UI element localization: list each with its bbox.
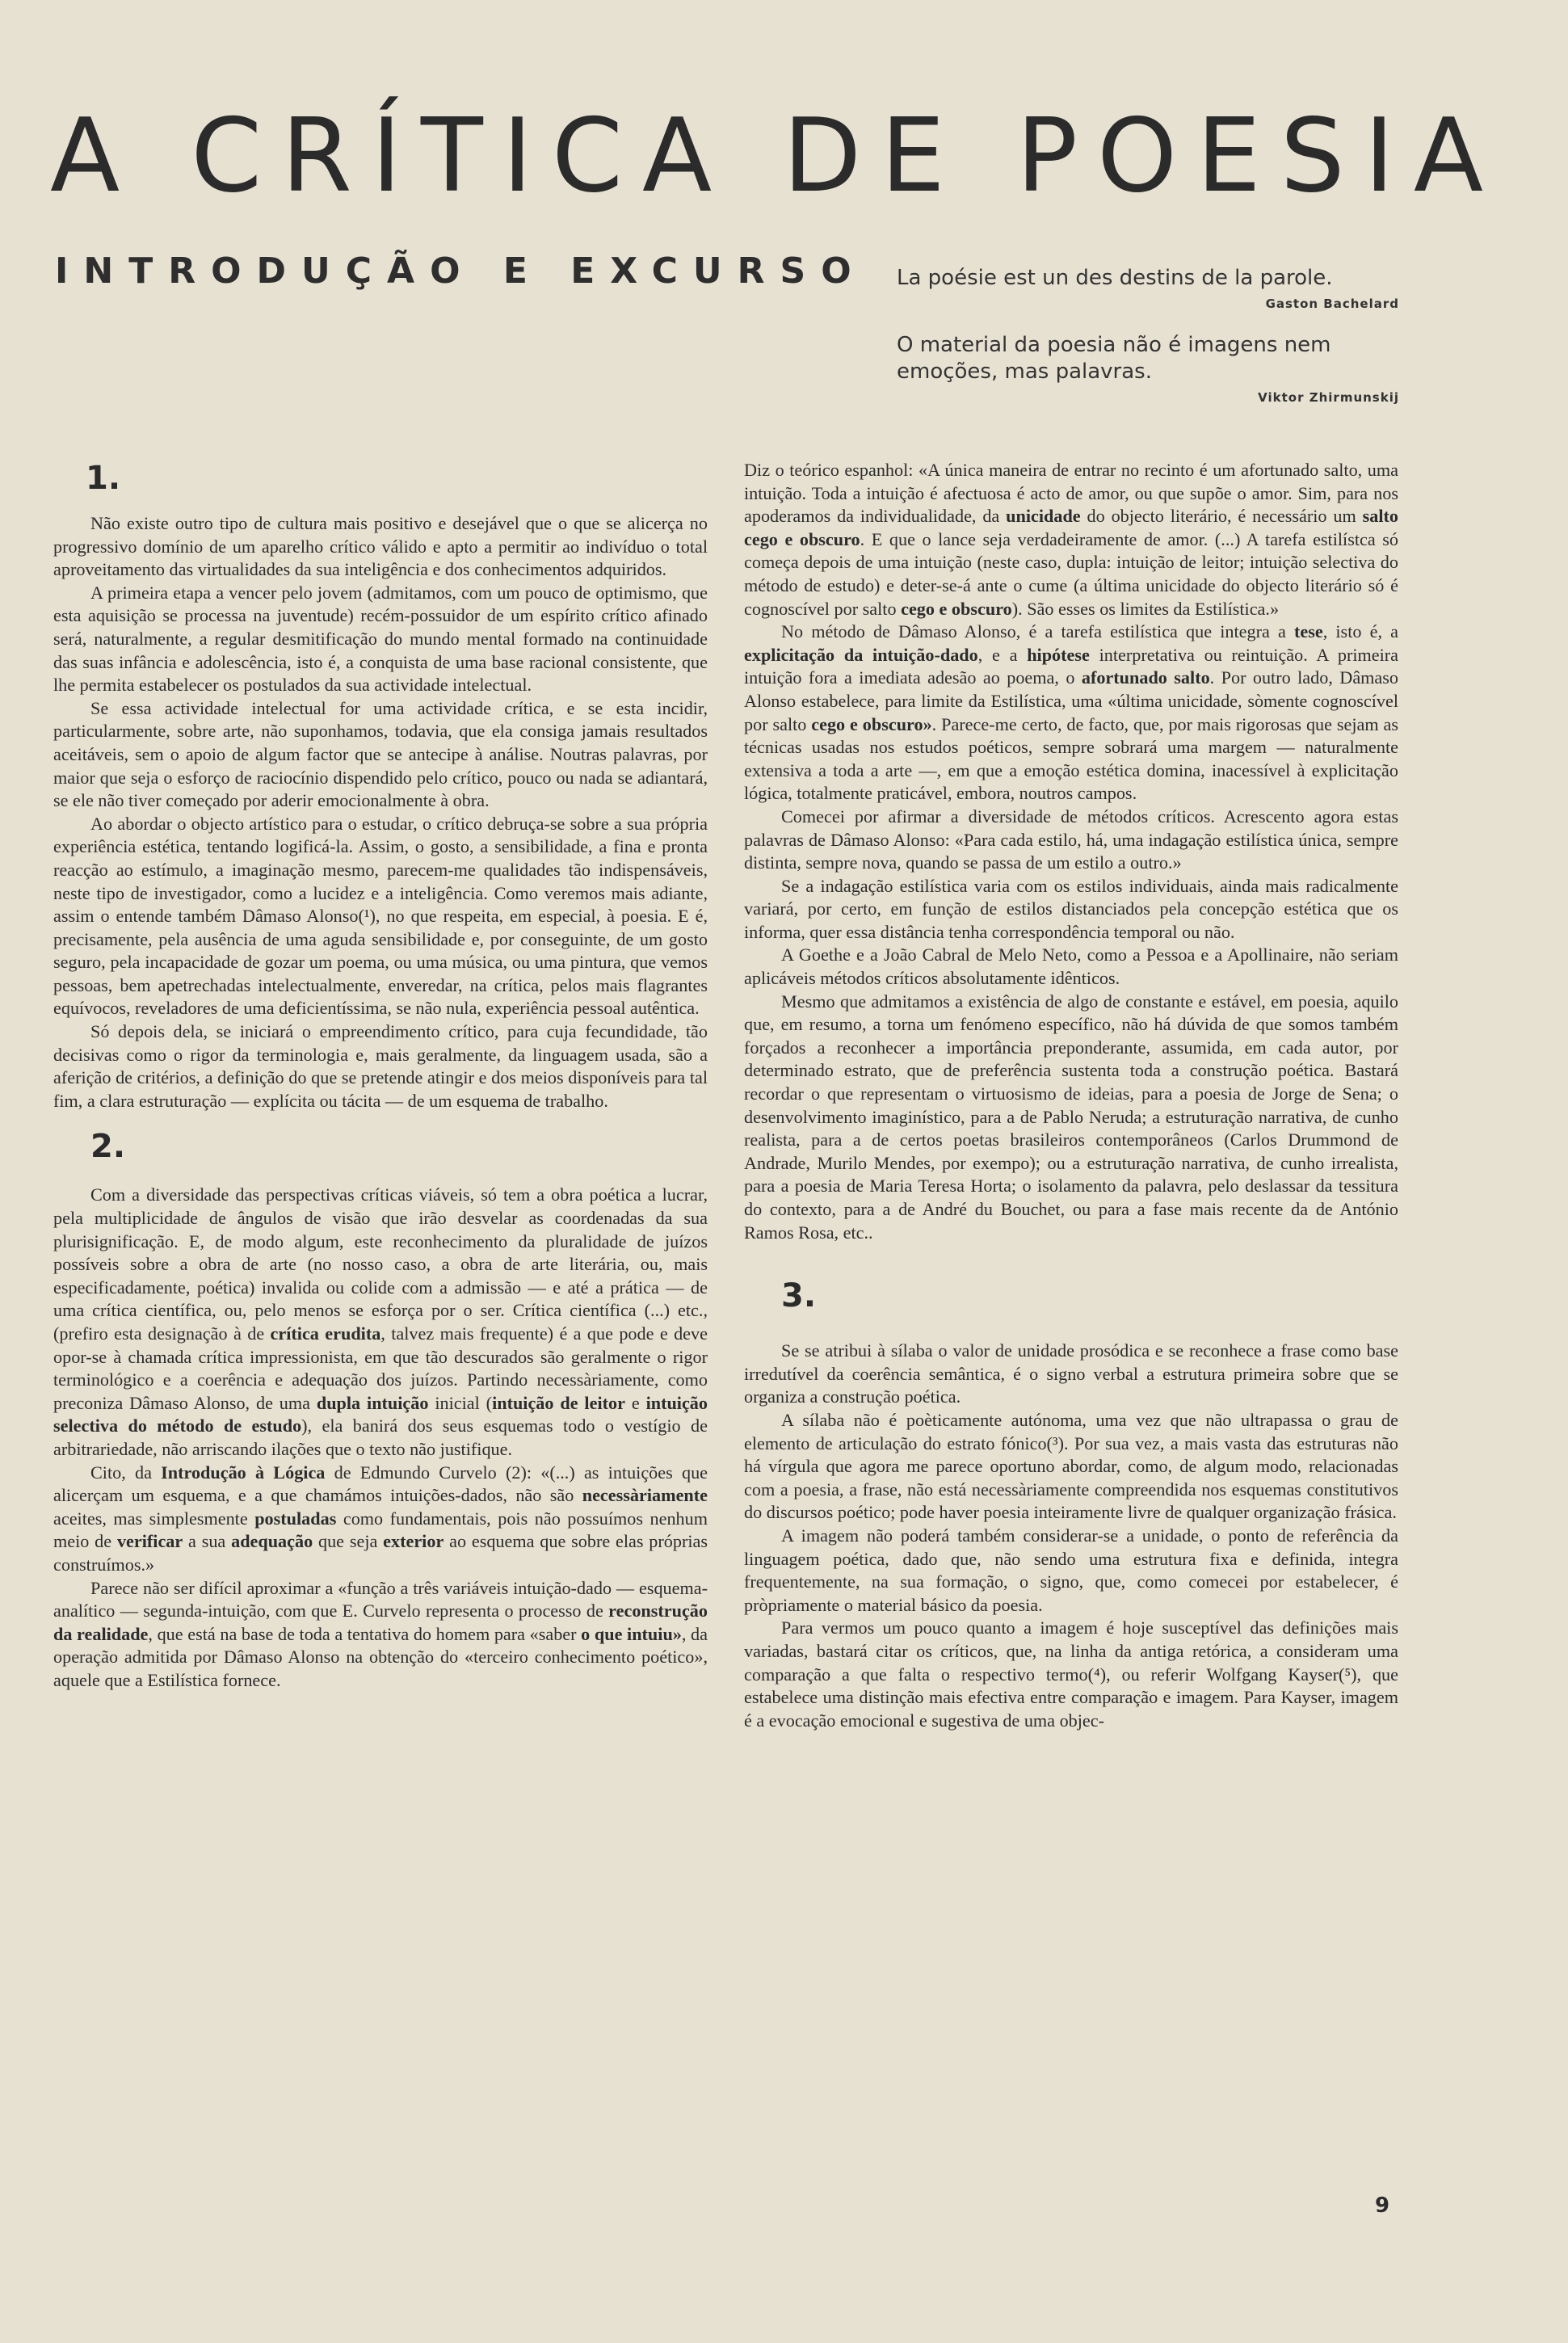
text: do objecto literário, é necessário um — [1080, 506, 1363, 527]
text: . Por outro lado, Dâmaso Alonso estabelece, para limite da Estilística, uma «última unicidade, sòmente cognoscível por salto — [744, 667, 1398, 734]
paragraph: Só depois dela, se iniciará o empreendimento crítico, para cuja fecundidade, tão decisivas como o rigor da terminologia e, mais geralmente, da linguagem usada, são a aferição de critérios, a definição do que se pretende atingir e dos meios disponíveis para tal fim, a clara estruturação — explícita ou tácita — de um esquema de trabalho. — [53, 1021, 708, 1111]
bold-text: verificar — [116, 1531, 183, 1552]
text: ). São esses os limites da Estilística.» — [1011, 598, 1280, 619]
text: , e a — [977, 644, 1028, 665]
paragraph: Se se atribui à sílaba o valor de unidade prosódica e se reconhece a frase como base irredutível da coerência semântica, é o signo verbal a estrutura primeira sobre que se organiza a construção poética. — [744, 1340, 1398, 1407]
paragraph: Para vermos um pouco quanto a imagem é hoje susceptível das definições mais variadas, bastará citar os críticos, que, na linha da antiga retórica, a consideram uma comparação a que falta o respectivo termo(⁴), ou referir Wolfgang Kayser(⁵), que estabelece uma distinção mais efectiva entre comparação e imagem. Para Kayser, imagem é a evocação emocional e sugestiva de uma objec- — [744, 1617, 1398, 1731]
page-number: 9 — [1375, 2194, 1390, 2218]
text: que seja — [313, 1531, 384, 1552]
bold-text: postuladas — [254, 1508, 337, 1529]
left-column — [53, 459, 708, 1693]
text: e — [624, 1392, 646, 1413]
text: Com a diversidade das perspectivas críticas viáveis, só tem a obra poética a lucrar, pela multiplicidade de ângulos de visão que irão desvelar as coordenadas da sua plurisignificação. E, de modo algum, este reconhecimento da pluralidade de juízos possíveis sobre a obra de arte (no nosso caso, a obra de arte literária, ou, mais especificadamente, poética) invalida ou colide com a admissão — e até a prática — de uma crítica científica, ou, pelo menos se esforça por o ser. Crítica científica (...) etc., (prefiro esta designação à de — [53, 1184, 708, 1344]
bold-text: Introdução à Lógica — [161, 1462, 326, 1483]
bold-text: hipótese — [1027, 644, 1090, 665]
text: Cito, da — [90, 1462, 162, 1483]
text: a sua — [183, 1531, 232, 1552]
paragraph — [744, 620, 1398, 806]
bold-text: cego e obscuro» — [811, 713, 932, 734]
epigraph-quote: O material da poesia não é imagens nem emoções, mas palavras. — [897, 333, 1331, 384]
right-column — [744, 459, 1398, 1732]
text: interpretativa ou reintuição. A primeira intuição fora a imediata adesão ao poema, o — [744, 644, 1399, 688]
bold-text: exterior — [383, 1531, 444, 1552]
text: ao esquema que sobre elas próprias construímos.» — [53, 1531, 708, 1575]
section-number: 3. — [781, 1277, 817, 1315]
bold-text: intuição selectiva do método de estudo — [53, 1392, 708, 1437]
bold-text: crítica erudita — [270, 1323, 381, 1344]
bold-text: adequação — [231, 1531, 313, 1552]
bold-text: tese — [1293, 621, 1323, 642]
text: , da operação admitida por Dâmaso Alonso na obtenção do «terceiro conhecimento poético», aquele que a Estilística fornece. — [53, 1623, 708, 1690]
text: , talvez mais frequente) é a que pode e deve opor-se à chamada crítica impressionista, em que tão descurados são geralmente o rigor terminológico e a coerência e adequação dos juízos. Partindo necessàriamente, como preconiza Dâmaso Alonso, de uma — [53, 1323, 708, 1413]
bold-text: necessàriamente — [582, 1485, 708, 1506]
paragraph: Se a indagação estilística varia com os estilos individuais, ainda mais radicalmente variará, por certo, em função de estilos distanciados pela concepção estética que os informa, quer essa distância tenha correspondência temporal ou não. — [744, 875, 1398, 942]
paragraph: A imagem não poderá também considerar-se a unidade, o ponto de referência da linguagem poética, dado que, não sendo uma estrutura fixa e definida, integra frequentemente, na sua formação, o signo, que, como comecei por estabelecer, é pròpriamente o material básico da poesia. — [744, 1525, 1398, 1615]
bold-text: dupla intuição — [316, 1392, 429, 1413]
paragraph — [53, 1577, 708, 1693]
bold-text: salto cego e obscuro — [744, 506, 1398, 549]
text: . Parece-me certo, de facto, que, por mais rigorosas que sejam as técnicas usadas nos estudos poéticos, sempre sobrará uma margem — naturalmente extensiva a toda a arte —, em que a emoção estética domina, inacessível à explicitação lógica, totalmente praticável, embora, noutros campos. — [744, 713, 1399, 804]
text: , que está na base de toda a tentativa do homem para «saber — [148, 1623, 582, 1644]
epigraph-quote: La poésie est un des destins de la parole. — [897, 266, 1333, 290]
paragraph: Se essa actividade intelectual for uma actividade crítica, e se esta incidir, particularmente, sobre arte, não suponhamos, todavia, que ela consiga jamais resultados aceitáveis, sem o apoio de algum factor que se antecipe à análise. Noutras palavras, por maior que seja o esforço de raciocínio dispendido pelo crítico, pouco ou nada se adiantará, se ele não tiver começado por aderir emocionalmente à obra. — [53, 697, 708, 811]
paragraph: Mesmo que admitamos a existência de algo de constante e estável, em poesia, aquilo que, em resumo, a torna um fenómeno específico, não há dúvida de que somos também forçados a reconhecer a importância preponderante, assumida, em cada autor, por determinado estrato, que de preferência sustenta toda a construção poética. Bastará recordar o que representam o virtuosismo de ideias, para a poesia de Jorge de Sena; o desenvolvimento imaginístico, para a de Pablo Neruda; a estruturação narrativa, de cunho realista, para a de certos poetas brasileiros contemporâneos (Carlos Drummond de Andrade, Murilo Mendes, por exempo); ou a estruturação narrativa, de cunho irrealista, para a poesia de Maria Teresa Horta; o isolamento da palavra, pelo deslassar da tessitura do contexto, para a de André du Bouchet, ou para a fase mais recente da de António Ramos Rosa, etc.. — [744, 991, 1398, 1243]
paragraph: Ao abordar o objecto artístico para o estudar, o crítico debruça-se sobre a sua própria experiência estética, tentando logificá-la. Assim, o gosto, a sensibilidade, a fina e pronta reacção ao estímulo, a imaginação mesmo, parecem-me qualidades tão indispensáveis, neste tipo de investigador, como a lucidez e a inteligência. Como veremos mais adiante, assim o entende também Dâmaso Alonso(¹), no que respeita, em especial, à poesia. E é, precisamente, pela ausência de uma aguda sensibilidade e, por conseguinte, de um gosto seguro, pela incapacidade de gozar um poema, ou uma música, ou uma pintura, que vemos pessoas, bem apetrechadas intelectualmente, enveredar, na crítica, pelos mais flagrantes equívocos, reveladores de uma deficientíssima, se não nula, experiência pessoal autêntica. — [53, 813, 708, 1019]
text: . E que o lance seja verdadeiramente de amor. (...) A tarefa estilístca só começa depois de uma intuição (neste caso, dupla: intuição de leitor; intuição selectiva do método de estudo) e deter-se-á ante o cume (a última unicidade do objecto literário só é cognoscível por salto — [744, 528, 1398, 619]
text: No método de Dâmaso Alonso, é a tarefa estilística que integra a — [781, 621, 1294, 642]
text: de Edmundo Curvelo (2): «(...) as intuições que alicerçam um esquema, e a que chamámos intuições-dados, não são — [53, 1462, 708, 1506]
epigraph-author: Gaston Bachelard — [1265, 297, 1399, 311]
epigraphs — [897, 265, 1399, 426]
text: inicial ( — [428, 1392, 493, 1413]
paragraph: A sílaba não é poèticamente autónoma, uma vez que não ultrapassa o grau de elemento de articulação do estrato fónico(³). Por sua vez, a mais vasta das estruturas não há vírgula que agora me parece oportuno abordar, como, de algum modo, relacionadas com a poesia, a frase, não está necessàriamente compreendida nos esquemas constitutivos do discursos poético; pode haver poesia inteiramente livre de qualquer organização frásica. — [744, 1409, 1398, 1523]
bold-text: o que intuiu» — [581, 1623, 682, 1644]
text: ), ela banirá dos seus esquemas todo o vestígio de arbitrariedade, não arriscando ilações que o texto não justifique. — [53, 1415, 708, 1459]
text: aceites, mas simplesmente — [53, 1508, 255, 1529]
text: , isto é, a — [1322, 621, 1398, 642]
bold-text: cego e obscuro — [901, 598, 1012, 619]
text: como fundamentais, pois não possuímos nenhum meio de — [53, 1508, 708, 1552]
paragraph: A primeira etapa a vencer pelo jovem (admitamos, com um pouco de optimismo, que esta aquisição se processa na juventude) recém-possuidor de um espírito crítico afinado será, naturalmente, a regular desmitificação do mundo mental formado na continuidade das suas infância e adolescência, isto é, a conquista de uma base racional consistente, que lhe permita estabelecer os postulados da sua actividade intelectual. — [53, 582, 708, 696]
bold-text: explicitação da intuição-dado — [744, 644, 978, 665]
paragraph — [53, 1462, 708, 1577]
bold-text: afortunado salto — [1081, 667, 1210, 688]
text: Parece não ser difícil aproximar a «função a três variáveis intuição-dado — esquema-analítico — segunda-intuição, com que E. Curvelo representa o processo de — [53, 1577, 708, 1622]
bold-text: reconstrução da realidade — [53, 1601, 708, 1644]
section-number: 1. — [86, 460, 121, 497]
paragraph: Não existe outro tipo de cultura mais positivo e desejável que o que se alicerça no progressivo domínio de um aparelho crítico válido e apto a permitir ao indivíduo o total aproveitamento das virtualidades da sua inteligência e dos conhecimentos adquiridos. — [53, 513, 708, 580]
bold-text: intuição de leitor — [492, 1392, 625, 1413]
paragraph — [53, 1184, 708, 1461]
page-title: A CRÍTICA DE POESIA — [50, 96, 1503, 215]
text: Diz o teórico espanhol: «A única maneira de entrar no recinto é um afortunado salto, uma intuição. Toda a intuição é afectuosa é acto de amor, ou que supõe o amor. Sim, para nos apoderamos da individualidade, da — [744, 460, 1398, 527]
section-number: 2. — [90, 1128, 126, 1166]
bold-text: unicidade — [1006, 506, 1081, 527]
paragraph: Comecei por afirmar a diversidade de métodos críticos. Acrescento agora estas palavras de Dâmaso Alonso: «Para cada estilo, há, uma indagação estilística única, sempre distinta, sempre nova, quando se passa de um estilo a outro.» — [744, 806, 1398, 873]
paragraph — [744, 459, 1398, 620]
paragraph: A Goethe e a João Cabral de Melo Neto, como a Pessoa e a Apollinaire, não seriam aplicáveis métodos críticos absolutamente idênticos. — [744, 944, 1398, 989]
page-subtitle: INTRODUÇÃO E EXCURSO — [55, 250, 867, 292]
epigraph-author: Viktor Zhirmunskij — [1258, 390, 1399, 405]
